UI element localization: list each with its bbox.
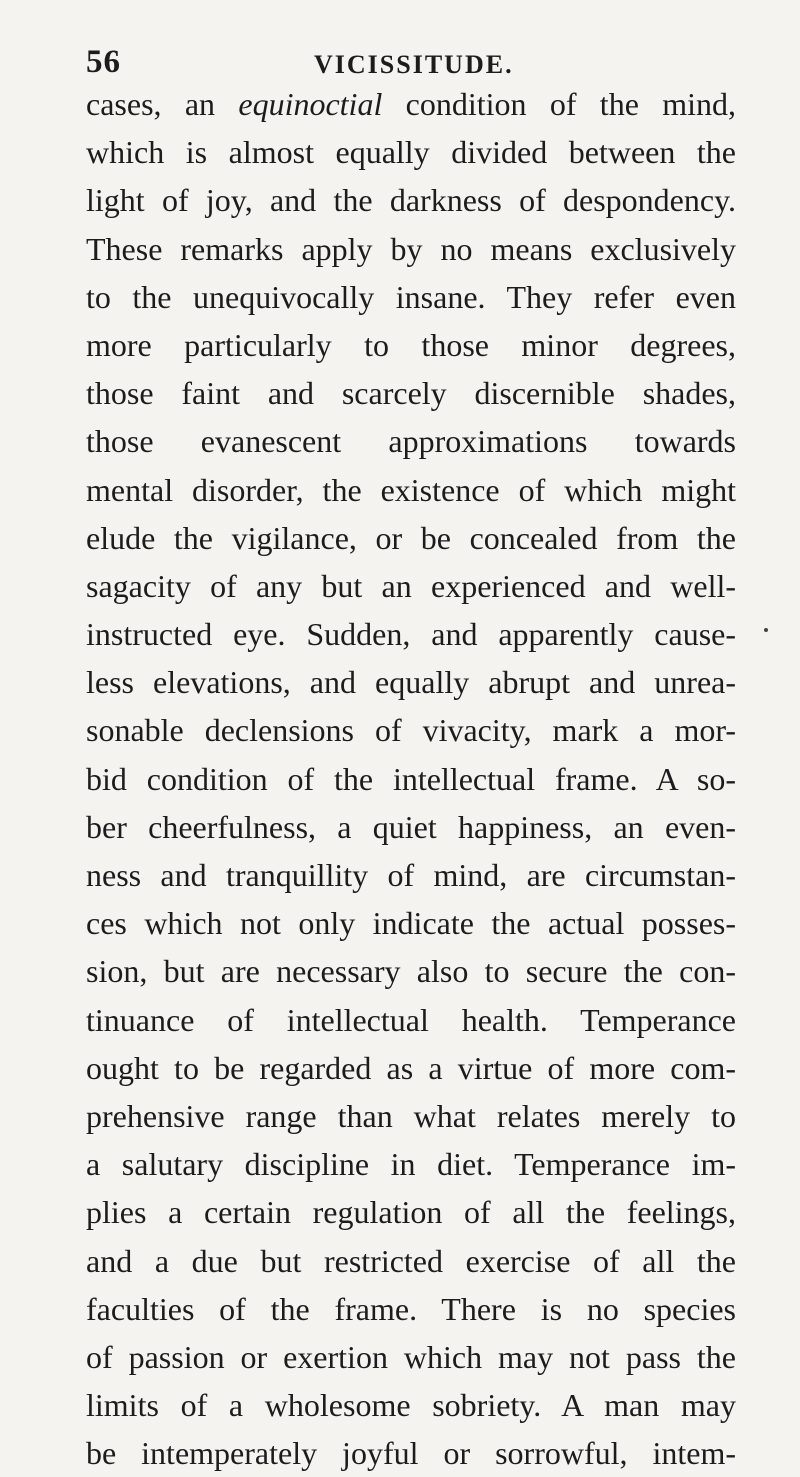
- text-line: ness and tranquillity of mind, are circumstan-: [86, 857, 736, 893]
- text-line: more particularly to those minor degrees,: [86, 326, 736, 363]
- text-line: tinuance of intellectual health. Temperance: [86, 1001, 736, 1038]
- body-text: [86, 80, 736, 1477]
- text-line: plies a certain regulation of all the feelings,: [86, 1194, 736, 1231]
- text-line: of passion or exertion which may not pass the: [86, 1338, 736, 1375]
- text-line: less elevations, and equally abrupt and unrea-: [86, 664, 736, 701]
- text-line: faculties of the frame. There is no species: [86, 1290, 736, 1327]
- text-line: to the unequivocally insane. They refer even: [86, 278, 736, 315]
- page-header: [86, 44, 736, 84]
- text-line: These remarks apply by no means exclusively: [86, 230, 736, 267]
- text-line: sion, but are necessary also to secure the con-: [86, 953, 736, 990]
- text-line: those evanescent approximations towards: [86, 423, 736, 460]
- text-line: mental disorder, the existence of which might: [86, 471, 736, 508]
- text-line: elude the vigilance, or be concealed from the: [86, 519, 736, 556]
- text-line: those faint and scarcely discernible shades,: [86, 375, 736, 412]
- text-line: and a due but restricted exercise of all the: [86, 1242, 736, 1279]
- text-line: light of joy, and the darkness of despondency.: [86, 182, 736, 219]
- italic-word: equinoctial: [238, 86, 383, 122]
- text-line: which is almost equally divided between the: [86, 134, 736, 171]
- text-line: cases, an equinoctial condition of the mind,: [86, 86, 737, 122]
- text-line: ces which not only indicate the actual posses-: [86, 905, 736, 942]
- text-line: sonable declensions of vivacity, mark a mor-: [86, 712, 736, 749]
- running-head: VICISSITUDE.: [314, 50, 514, 79]
- text-line: prehensive range than what relates merely to: [86, 1097, 736, 1134]
- page-number: 56: [86, 44, 121, 80]
- text-line: instructed eye. Sudden, and apparently cause-: [86, 616, 736, 653]
- text-line: limits of a wholesome sobriety. A man may: [86, 1387, 736, 1424]
- margin-speck: [764, 628, 768, 632]
- text-line: bid condition of the intellectual frame. A so-: [86, 760, 736, 797]
- text-line: ber cheerfulness, a quiet happiness, an even-: [86, 808, 736, 845]
- text-line: sagacity of any but an experienced and well-: [86, 567, 736, 604]
- text-line: be intemperately joyful or sorrowful, intem-: [86, 1435, 736, 1472]
- text-line: ought to be regarded as a virtue of more com-: [86, 1049, 736, 1086]
- text-line: a salutary discipline in diet. Temperance im-: [86, 1146, 736, 1183]
